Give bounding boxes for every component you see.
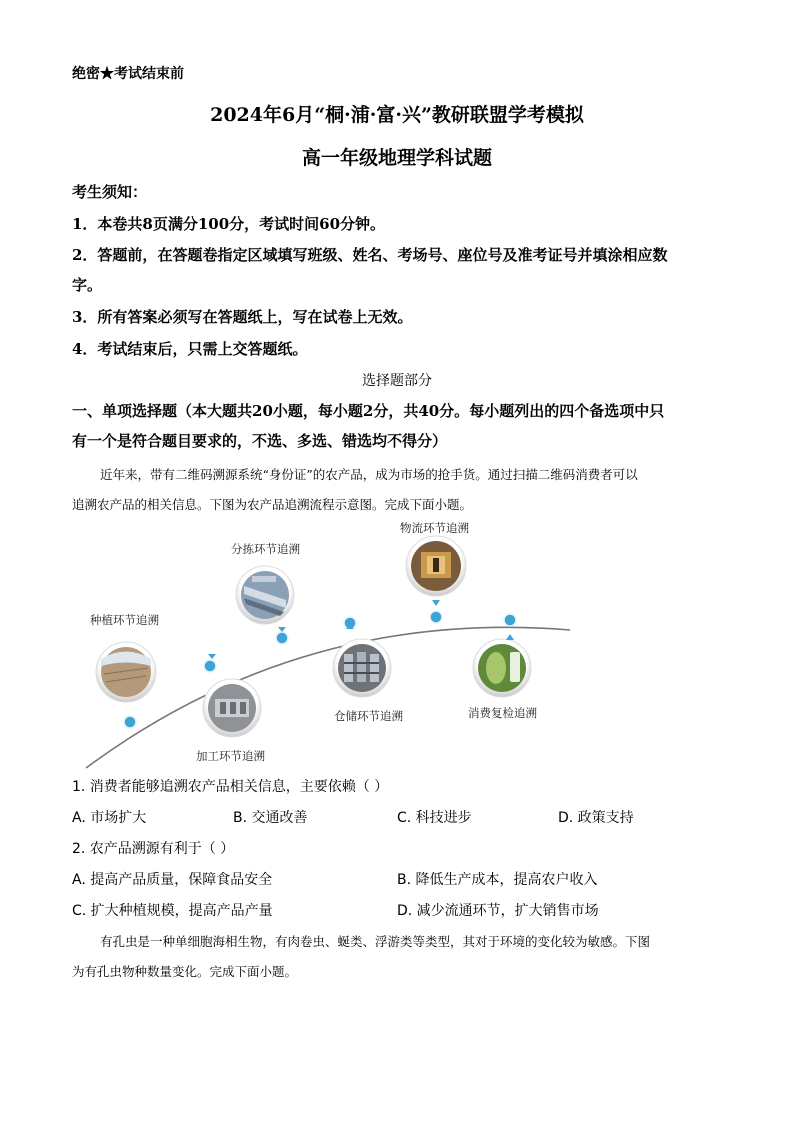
stage-label: 种植环节追溯 bbox=[90, 613, 159, 627]
notice-item: 字。 bbox=[72, 276, 103, 294]
traceability-flow-diagram bbox=[72, 516, 722, 770]
stage-label: 物流环节追溯 bbox=[400, 521, 469, 535]
factory-icon bbox=[203, 679, 261, 737]
warehouse-icon bbox=[333, 639, 391, 697]
notice-item: 2．答题前，在答题卷指定区域填写班级、姓名、考场号、座位号及准考证号并填涂相应数 bbox=[72, 246, 668, 264]
intro-paragraph: 近年来，带有二维码溯源系统“身份证”的农产品，成为市场的抢手货。通过扫描二维码消费者可以 bbox=[100, 467, 638, 482]
notice-item: 3．所有答案必须写在答题纸上，写在试卷上无效。 bbox=[72, 308, 413, 326]
intro-paragraph: 为有孔虫物种数量变化。完成下面小题。 bbox=[72, 964, 298, 979]
exam-title: 2024年6月“桐·浦·富·兴”教研联盟学考模拟 bbox=[210, 104, 584, 126]
notice-item: 4．考试结束后，只需上交答题纸。 bbox=[72, 340, 308, 358]
question-2-option-b[interactable]: B. 降低生产成本，提高农户收入 bbox=[397, 872, 598, 888]
question-1-stem: 1. 消费者能够追溯农产品相关信息，主要依赖（ ） bbox=[72, 779, 389, 795]
question-2-stem: 2. 农产品溯源有利于（ ） bbox=[72, 841, 235, 857]
stage-label: 仓储环节追溯 bbox=[334, 709, 403, 723]
truck-icon bbox=[406, 536, 466, 596]
intro-paragraph: 追溯农产品的相关信息。下图为农产品追溯流程示意图。完成下面小题。 bbox=[72, 497, 473, 512]
part-heading: 一、单项选择题（本大题共20小题，每小题2分，共40分。每小题列出的四个备选项中只 bbox=[72, 402, 665, 420]
stage-label: 加工环节追溯 bbox=[196, 749, 265, 763]
question-1-option-c[interactable]: C. 科技进步 bbox=[397, 810, 472, 826]
question-2-option-d[interactable]: D. 减少流通环节，扩大销售市场 bbox=[397, 903, 599, 919]
phone-scan-icon bbox=[473, 639, 531, 697]
part-heading: 有一个是符合题目要求的，不选、多选、错选均不得分） bbox=[72, 432, 448, 450]
exam-subtitle: 高一年级地理学科试题 bbox=[301, 147, 492, 169]
question-1-option-d[interactable]: D. 政策支持 bbox=[558, 810, 634, 826]
confidential-label: 绝密★考试结束前 bbox=[72, 66, 184, 82]
field-icon bbox=[96, 642, 156, 702]
question-1-option-a[interactable]: A. 市场扩大 bbox=[72, 810, 147, 826]
conveyor-icon bbox=[236, 566, 294, 624]
question-1-option-b[interactable]: B. 交通改善 bbox=[233, 810, 308, 826]
intro-paragraph: 有孔虫是一种单细胞海相生物，有肉卷虫、蜒类、浮游类等类型，其对于环境的变化较为敏感。下图 bbox=[100, 934, 651, 949]
question-2-option-c[interactable]: C. 扩大种植规模，提高产品产量 bbox=[72, 903, 273, 919]
notice-item: 1．本卷共8页满分100分，考试时间60分钟。 bbox=[72, 215, 386, 233]
question-2-option-a[interactable]: A. 提高产品质量，保障食品安全 bbox=[72, 872, 273, 888]
stage-label: 分拣环节追溯 bbox=[231, 542, 300, 556]
stage-label: 消费复检追溯 bbox=[468, 706, 537, 720]
notice-heading: 考生须知： bbox=[72, 183, 148, 201]
section-title: 选择题部分 bbox=[362, 373, 432, 389]
